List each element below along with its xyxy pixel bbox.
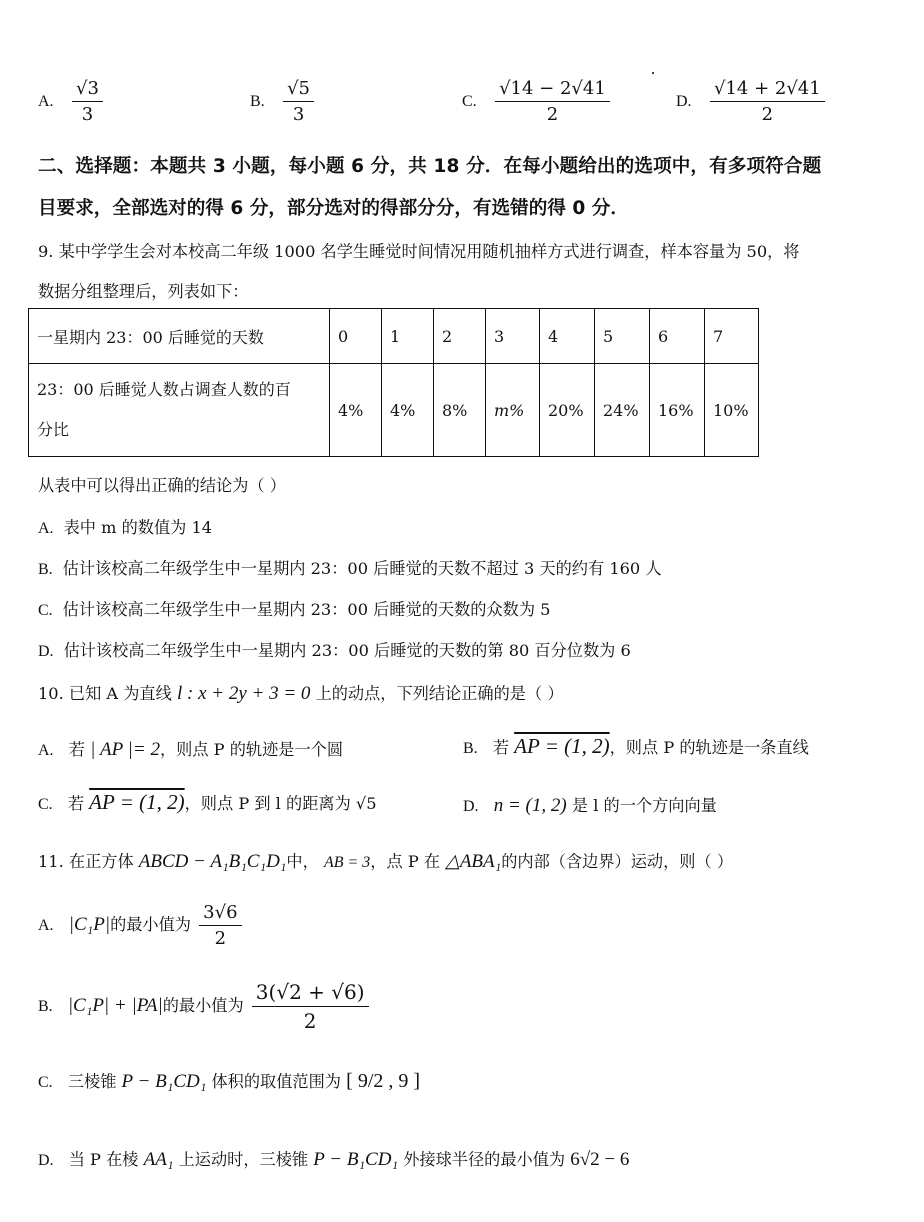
math-expression: P − B₁CD₁ [313,1149,399,1170]
interval-expression: [ 9/2 , 9 ] [346,1070,421,1092]
option-text: 估计该校高二年级学生中一星期内 23：00 后睡觉的天数的众数为 5 [62,600,551,619]
math-expression: ABCD − A₁B₁C₁D₁ [138,851,287,872]
stem-text: 中， [286,852,319,871]
fraction [495,78,610,125]
q9-table [28,308,759,457]
stem-text: 10. 已知 A 为直线 [38,684,172,703]
option-text: 的最小值为 [162,996,244,1015]
numerator: √3 [72,78,103,102]
option-label: A. [38,520,54,537]
option-label: D. [38,1152,54,1169]
q9-option-a [38,514,212,538]
denominator: 3 [292,104,305,125]
table-cell: 24% [595,364,650,457]
math-expression: AB = 3 [323,854,371,871]
fraction [283,78,314,125]
denominator: 3 [81,104,94,125]
option-label: B. [38,561,53,578]
table-cell: 3 [486,309,540,364]
table-cell: 4% [330,364,382,457]
option-label: A. [38,93,54,110]
q11-option-b [38,980,372,1033]
option-label: C. [38,1074,53,1091]
triangle-expression: △ABA₁ [445,851,502,872]
q8-option-a [38,78,106,125]
table-cell: m% [486,364,540,457]
table-cell: 5 [595,309,650,364]
q9-option-b [38,555,662,579]
q9-stem-line1: 9. 某中学学生会对本校高二年级 1000 名学生睡觉时间情况用随机抽样方式进行调查，样本容量为 50，将 [38,242,800,261]
option-text: 若 [68,740,85,759]
option-text: 三棱锥 [67,1072,117,1091]
math-expression: |C₁P| + |PA| [67,995,163,1016]
denominator: 2 [303,1009,317,1033]
q9-prompt: 从表中可以得出正确的结论为（ ） [38,476,286,495]
option-text: 是 l 的一个方向向量 [571,796,717,815]
option-label: B. [463,740,478,757]
option-label: D. [463,798,479,815]
table-row [29,309,759,364]
q11-option-c [38,1068,420,1093]
numerator: √5 [283,78,314,102]
option-text: 若 [67,794,85,813]
numerator: √14 + 2√41 [710,78,825,102]
header-line: 23：00 后睡觉人数占调查人数的百 [37,380,291,399]
vector-expression: AP = (1, 2) [514,734,610,758]
table-cell: 2 [434,309,486,364]
option-text: 估计该校高二年级学生中一星期内 23：00 后睡觉的天数的第 80 百分位数为 6 [63,641,631,660]
table-cell: 0 [330,309,382,364]
option-text: 体积的取值范围为 [211,1072,341,1091]
table-cell: 4 [540,309,595,364]
math-expression: | AP |= 2 [90,739,160,760]
math-expression: |C₁P| [68,914,111,935]
denominator: 2 [761,104,774,125]
q8-option-c [462,78,613,125]
numerator: 3(√2 + √6) [252,980,369,1007]
q10-option-c [38,790,377,815]
option-text: 当 P 在棱 [68,1150,139,1169]
denominator: 2 [214,928,227,949]
table-row-header: 一星期内 23：00 后睡觉的天数 [29,309,330,364]
option-text: 估计该校高二年级学生中一星期内 23：00 后睡觉的天数不超过 3 天的约有 160 人 [62,559,662,578]
header-line: 分比 [37,420,70,439]
q11-option-a [38,902,245,949]
fraction [199,902,241,949]
table-cell: 8% [434,364,486,457]
table-row [29,364,759,457]
speck-mark [652,72,654,74]
q9-option-c [38,596,550,620]
option-label: B. [250,93,265,110]
option-text: 表中 m 的数值为 14 [63,518,213,537]
table-cell: 16% [650,364,705,457]
table-cell: 6 [650,309,705,364]
denominator: 2 [546,104,559,125]
table-cell: 10% [705,364,759,457]
option-text: 外接球半径的最小值为 [403,1150,566,1169]
option-text: ，则点 P 的轨迹是一条直线 [609,738,809,757]
stem-text: 上的动点，下列结论正确的是（ ） [315,684,564,703]
table-cell: 7 [705,309,759,364]
math-expression: 6√2 − 6 [570,1149,630,1170]
option-text: ，则点 P 到 l 的距离为 √5 [184,794,377,813]
option-label: A. [38,917,54,934]
line-equation: l : x + 2y + 3 = 0 [176,683,311,704]
option-label: C. [462,93,477,110]
q9-stem-line2: 数据分组整理后，列表如下： [38,282,249,301]
q10-option-b [463,734,809,759]
fraction [252,980,369,1033]
numerator: √14 − 2√41 [495,78,610,102]
vector-expression: n = (1, 2) [493,795,567,816]
section-heading-line2: 目要求，全部选对的得 6 分，部分选对的得部分分，有选错的得 0 分． [38,198,629,219]
stem-text: ，点 P 在 [370,852,441,871]
math-expression: P − B₁CD₁ [121,1071,207,1092]
stem-text: 的内部（含边界）运动，则（ ） [501,852,734,871]
option-label: B. [38,998,53,1015]
q11-option-d [38,1146,629,1171]
numerator: 3√6 [199,902,241,926]
fraction [710,78,825,125]
q10-option-a [38,736,343,761]
stem-text: 11. 在正方体 [38,852,134,871]
table-cell: 4% [382,364,434,457]
option-label: D. [38,643,54,660]
q10-stem [38,680,564,705]
q10-option-d [463,792,717,817]
table-cell: 1 [382,309,434,364]
option-label: C. [38,602,53,619]
q11-stem [38,848,733,873]
section-heading-line1: 二、选择题：本题共 3 小题，每小题 6 分，共 18 分．在每小题给出的选项中，有多项符合题 [38,156,822,177]
q9-option-d [38,637,631,661]
option-text: ，则点 P 的轨迹是一个圆 [159,740,344,759]
option-text: 上运动时，三棱锥 [178,1150,309,1169]
option-label: C. [38,796,53,813]
q8-option-d [676,78,828,125]
table-row-header [29,364,330,457]
math-expression: AA₁ [143,1149,174,1170]
option-text: 的最小值为 [110,915,191,934]
option-text: 若 [492,738,510,757]
vector-expression: AP = (1, 2) [89,790,185,814]
q8-option-b [250,78,317,125]
table-cell: 20% [540,364,595,457]
option-label: D. [676,93,692,110]
fraction [72,78,103,125]
option-label: A. [38,742,54,759]
